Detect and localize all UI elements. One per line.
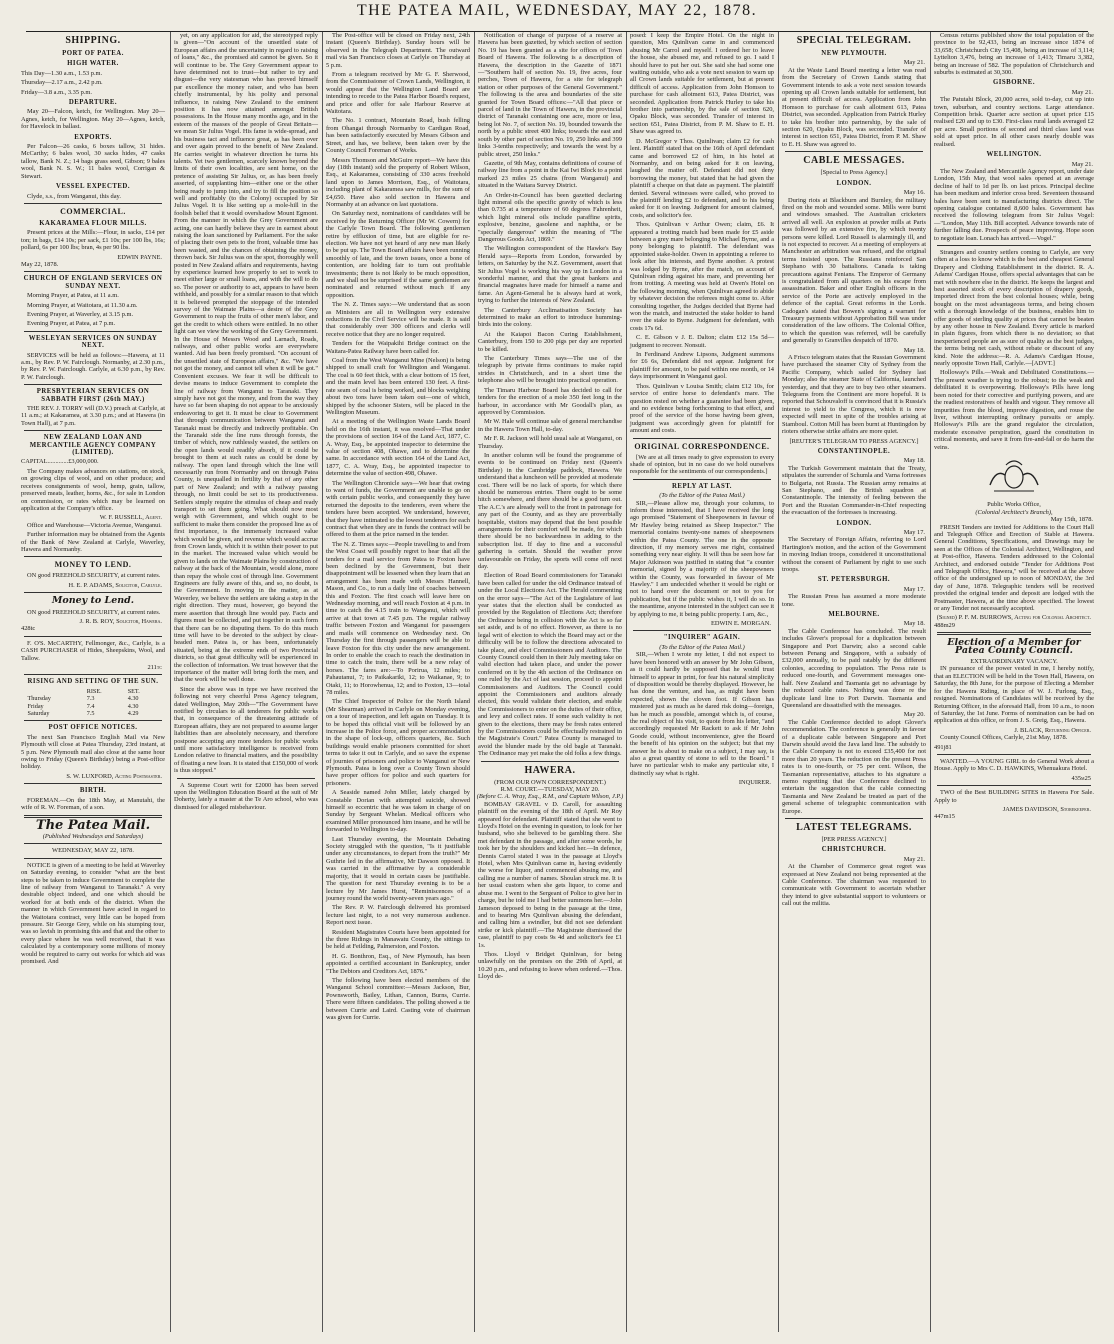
nz-loan-capital: CAPITAL.............£3,000,000.	[21, 458, 99, 466]
election-ref: 491j81	[934, 743, 952, 751]
article-text: yet, on any application for aid, the stereotyped reply is given—"On account of the unsettled state of European affairs and the uncertainty in regard to raising of loans," &c., the promised aid cannot be given. So it will continue to be. The Grey Government appear to have determined not to trust—but rather to try and disgust—the very statesman who has proved himself par excellence the money raiser, and who has been chiefly instrumental, by his polity and personal influence, in raising New Zealand to the eminent position it has now attained amongst British possessions. In the House many months ago, and in the esteem of the masses of the people of Great Britain—we mean Sir Julius Vogel. His fame is wide-spread, and his business tact and influence great, as has been over and over again proved to the benefit of New Zealand. He carries weight in whatever direction he turns his talents. Yet two gentlemen, scarcely known beyond the limits of their own localities, are sent home, on the pretence of assisting Sir Julius, or, as has been freely asserted, of supplanting him—either one or the other being ready to jump into, and try to fill the position so well and profitably (to the Colony) occupied by Sir Julius Vogel. It is like setting up a mole-hill in the foolish belief that it would overshadow Mount Egmont. From the manner in which the Grey Government are acting, one can hardly believe they are in earnest about raising the loan sanctioned by Parliament. For the sake of placing their own pets to the front, valuable time has been wasted, and the chances of obtaining the money, thrown back. Sir Julius was on the spot, thoroughly well posted in New Zealand affairs and requirements, having by experience learned how properly to set to work to meet either large or small loans, and with the will to do so. The power or authority to act, appears to have been withheld, and possibly for a similar reason to that which it is believed prompted the stoppage of the intended survey of the Waimate Plains—a desire of the Grey Government to reap the fruits of other men's labor, and get the credit to which others were entitled. In no other light can we view the working of the Grey Government. In the House of Messrs Wood and Larnach, Roads, railways, and other public works are everywhere wanted. Aid has been freely promised. "On account of the unsettled state of European affairs," &c. "We have not got the money, and cannot tell when it will be got." Convenient excuses. We fear it will be difficult to devise means to induce Government to complete the line of railway from Wanganui to Taranaki. They simply have not got the money, and from the way they have so far been shaping do not appear to be anxiously endeavoring to get it. It must be clear to Government that through communication between Wanganui and Taranaki must be directly and indirectly profitable. On the Taranaki side the line runs through forests, the timber of which, now ruthlessly wasted, the settlers on the open lands would readily absorb, if it could be brought to them at such rates as could be done by railway. The open land through which the line will necessarily run from Normanby and on through Patea County, is unequalled in fertility by that of any other part of New Zealand; and with a railway passing through, no limit could be set to its productiveness. Settlers simply require the stimulus of cheap and ready transport to set them going. What should now most weigh with Government, and which ought to be sufficient to make them consider the proposed line as of first importance, is the immensely increased value which would be given, and revenue which would accrue from Crown lands, which it is within their power to put in the market. The increased value which would be given to lands on the Waimate Plains by construction of railway at the back of the Mountain, would alone, more than repay the whole cost of through line. Government Engineers are fully aware of this, and so, no doubt, is the Government. In moving in the matter, as at Waverley, we believe the settlers are taking a step in the right direction. They must, however, go beyond the mere assertion that through line would pay. Facts and figures must be collected, and put together in such form that there can be no disputing them. To do this much time will have to be devoted to the subject by clear-headed men. Patea is, or has been, unfortunately situated, being at the extreme ends of two Provincial districts, so that great difficulty will be experienced in the collection of information. We trust however that the importance of the matter will bring forth the men, and that the work will be well done.	[174, 32, 318, 684]
reply-to: (To the Editor of the Patea Mail.)	[659, 492, 745, 500]
article-text: Thos. Quinlivan v Louisa Smith; claim £12 10s, for service of entire horse to defendant's mare. The question rested on whether a guarantee had been given, and no evidence being forthcoming to that effect, and proof of the service of the horse having been given, judgment was accordingly given for plaintiff for amount and costs.	[630, 382, 774, 435]
masthead-text: THE PATEA MAIL, WEDNESDAY, MAY 22, 1878.	[356, 2, 758, 19]
church-line: Morning Prayer, at Patea, at 11 a.m.	[27, 292, 119, 300]
divider	[24, 592, 162, 593]
paper-subtitle: (Published Wednesdays and Saturdays)	[42, 832, 144, 840]
divider	[24, 858, 162, 859]
divider	[633, 438, 771, 439]
high-water-line: Friday—3.8 a.m., 3.35 p.m.	[21, 88, 93, 96]
divider	[24, 674, 162, 675]
article-text: The Chief Inspector of Police for the North Island (Mr Shearman) arrived in Carlyle on Monday evening, on a tour of inspection, and left again on Tuesday. It is to be hoped this official visit will be followed by an increase in the Police force, and proper accommodation in the shape of lock-up, officers quarters, &c. Such buildings would enable prisoners committed for short terms to take it out in Carlyle, and so save the expense of journies of prisoners and police to Wanganui or New Plymouth. Patea is long over a County Town should have proper offices for police and such quarters for prisoners.	[326, 698, 470, 787]
correspondence-note: [We are at all times ready to give expression to every shade of opinion, but in no case do we hold ourselves responsible for the sentiments of our correspondents.]	[630, 453, 774, 476]
article-text: Last Thursday evening, the Mountain Debating Society struggled with the question, "Is it justifiable under any circumstances, to depart from the truth?" Mr Guthrie led in the affirmative, Mr Dawson opposed. It was carried in the affirmative by a considerable majority, that it would in certain cases be justifiable. The question for next Thursday evening is to be a lecture by Mr James Hurst, "Reminiscences of a journey round the world twenty-seven years ago."	[326, 835, 470, 902]
article-text: The Cable Conference decided to adopt Glover's recommendation. The conference is generally in favour of a duplicate cable between Singapore and Port Darwin should avoid the Java land line. The subsidy to the Cable Company is not to exceed £35,400 for not more than 20 years. The reduction on the present Press rates is to one-fourth, or 75 per cent. Wilson, the Tasmanian representative, attaches to his signature a memo regretting that the Conference declined to entertain the suggestion that the cable connecting Tasmania and New Zealand be treated as part of the general scheme of telegraphic communication with Europe.	[782, 718, 926, 815]
article-text: From a telegram received by Mr G. F. Sherwood, from the Commissioner of Crown Lands, Wellington, it would appear that the Wellington Land Board are intending to recede to the Patea Harbor Board's request, and price and offer for sale Harbour Reserve at Waitotara.	[326, 71, 470, 116]
divider	[24, 720, 162, 721]
presbyterian-heading: PRESBYTERIAN SERVICES ON SABBATH FIRST (26th MAY.)	[36, 388, 150, 403]
nz-loan-office: Office and Warehouse—Victoria Avenue, Wanganui.	[27, 521, 162, 529]
nz-loan-signature: W. F. RUSSELL, Agent.	[99, 514, 162, 522]
hawera-subheading: (FROM OUR OWN CORRESPONDENT.)	[494, 778, 606, 786]
article-text: The N. Z. Times says:—We understand that as soon as Ministers are all in Wellington very extensive reductions in the Civil Service will be made. It is said that considerably over 300 officers and clerks will receive notice that they are no longer required.	[326, 301, 470, 338]
london-heading: LONDON.	[836, 179, 872, 187]
divider	[937, 754, 1091, 755]
article-text: The Rev. P. W. Fairclough delivered his promised lecture last night, to a not very numerous audience. Report next issue.	[326, 904, 470, 927]
letter-text: SIR,—Please allow me, through your columns, to inform those interested, that I have received the long ago promised "Statement of Sheepowners in favour of Mr Hawley being retained as Sheep Inspector." The memorial contains twenty-one names of sheepowners within the Patea County. The one in the opposite direction, if my memory serves me right, contained something very near eighty. It will thus be seen how far Major Atkinson was justified in stating that "a counter memorial, signed by a majority of the sheepowners within the County, was forwarded in favour of Mr Hawley." I am undecided whether it would be right or not to hand over the document or not to you for publication, but if the public wishes it, I will do so. In the meantime, anyone interested in the subject can see it by applying to me, it being public property. I am, &c.,	[630, 499, 774, 618]
presbyterian-text: THE REV. J. TORRY will (D.V.) preach at Carlyle, at 11 a.m.; at Kakaramea, at 3.30 p.m.; and at Hawera (in Town Hall), at 7 p.m.	[21, 405, 165, 427]
gisborne-heading: GISBORNE.	[992, 79, 1036, 87]
article-text: The Canterbury Times says—The use of the telegraph by private firms continues to make rapid strides in Christchurch, and in a short time the telephone also will be brought into practical operation.	[478, 355, 622, 385]
shipping-heading: SHIPPING.	[65, 35, 121, 46]
london-date: May 18.	[903, 346, 925, 354]
rising-table	[26, 688, 161, 718]
st-petersburgh-heading: ST. PETERSBURGH.	[817, 576, 891, 584]
article-text: Thos. Lloyd v Bridget Quinlivan, for being unlawfully on the premises on the 29th of April, at 10.20 p.m., and refusing to leave when ordered.—Thos. Lloyd de-	[478, 950, 622, 981]
reply-heading: REPLY AT LAST.	[672, 482, 732, 490]
divider	[24, 843, 162, 844]
article-text: Census returns published show the total population of the province to be 92,433, being an increase since 1874 of 33,658; Christchurch City 15,408, being an increase of 3,114; Lyttelton 3,476, being an increase of 1,413; Timaru 3,382, being an increase of 582. The population of Christchurch and suburbs is estimated at 30,300.	[934, 32, 1094, 77]
hawera-before: (Before C. A. Wray, Esq., R.M., and Captain Wilson, J.P.)	[476, 793, 624, 801]
table-cell: Thursday	[27, 695, 51, 703]
hawera-heading: HAWERA.	[524, 764, 576, 776]
column-5	[626, 32, 777, 1332]
commercial-heading: COMMERCIAL.	[60, 206, 126, 216]
divider	[937, 632, 1091, 635]
advertisement-text: Holloway's Pills.—Weak and Debilitated Constitutions.—The present weather is trying to the robust; to the weak and debilitated it is overpowering. Holloway's Pills have long been noted for their corrective and purifying powers, and are the readiest restoratives of health and vigour. They remove all impurities from the blood, improve digestion, and rouse the liver, without interrupting ordinary pursuits or amply. Holloway's Pills are the grand regulator the circulation, moderate excessive perspiration, guard the constitution in critical moments, and save it from fire-and-fall or do harm the veins.	[934, 369, 1094, 451]
wesleyan-text: SERVICES will be held as follows:—Hawera, at 11 a.m., by Rev. P. W. Fairclough. Normanby, at 2.30 p.m., by Rev. P. W. Fairclough. Carlyle, at 6.30 p.m., by Rev. P. W. Fairclough.	[21, 351, 165, 381]
article-text: At the Kaiapoi Bacon Curing Establishment, Canterbury, from 150 to 200 pigs per day are reported to be killed.	[478, 330, 622, 353]
article-text: The following have been elected members of the Wanganui School committee:—Messrs Jackson, Bur, Pownsworth, Bailey, Lithan, Cannon, Burns, Currie. There were fifteen candidates. The polling showed a tie between Currie and Laird. Casting vote of chairman was given for Currie.	[326, 976, 470, 1021]
column-2	[170, 32, 321, 1332]
table-header-row	[26, 688, 161, 695]
article-text: At the Waste Land Board meeting a letter was read from the Secretary of Crown Lands stating that Government intends to ask a vote next session towards opening up all Crown lands suitable for settlement, but at present difficult of access. Application from John Homson to purchase for cash allotment 613, Patea District, was seconded. Application from Patrick Hurley to take his brother into partnership, by the sale of section 620, Opaku Block, was seconded. Transfer of interest in section 651, Patea District, from P. M. Shaw to E. H. Shaw was agreed to.	[782, 66, 926, 148]
divider	[633, 630, 771, 631]
cable-heading: CABLE MESSAGES.	[803, 155, 905, 167]
wellington-date: May 21.	[1071, 160, 1093, 168]
pw-signature: (Signed) P. F. M. BURROWS, Acting for Colonial Architect.	[936, 614, 1091, 622]
departure-heading: DEPARTURE.	[68, 99, 118, 107]
divider	[937, 245, 1091, 246]
article-text: The Russian Press has assumed a more moderate tone.	[782, 593, 926, 608]
article-text: In Ferdinand Andrew Lipsons, Judgment summons for £6 6s, Defendant did not appear. Judgment for plaintiff for amount, to be paid within one month, or 14 days imprisonment in Wanganui gaol.	[630, 351, 774, 381]
kakaramea-heading: KAKARAMEA FLOUR MILLS.	[39, 219, 147, 227]
constantinople-date: May 18.	[903, 457, 925, 465]
melbourne-heading: MELBOURNE.	[828, 611, 880, 619]
pw-heading: Public Works Office,	[987, 501, 1041, 509]
column-3	[322, 32, 473, 1332]
wanted-ref: 435m25	[1071, 774, 1091, 782]
port-heading: PORT OF PATEA.	[62, 50, 124, 57]
article-text: An Order-in-Council has been gazetted declaring light mineral oils the specific gravity of which is less than 0.735 at a temperature of 60 degrees Fahrenheit, which light mineral oils include paraffine spirits, explosive, benzine, gasolene and naphtha, or be "specially dangerous" within the meaning of "The Dangerous Goods Act, 1869."	[478, 191, 622, 243]
article-text: The Cable Conference has concluded. The result includes Glover's proposal for a duplication between Singapore and Port Darwin; also a second cable between Penang and Singapore, with a subsidy of £32,000 annually, to be paid ratably by the different colonies, according to population. The Press rate is reduced one-fourth, and Government messages one-half. New Zealand and Tasmania get no advantage by the reduced cable rates. Nothing was done re the duplicate land line to Port Darwin. Tasmania and Queensland are dissatisfied with the messages.	[782, 627, 926, 709]
article-text: C. E. Gibson v J. E. Dalton; claim £12 15s 5d—judgment to recover. Nonsuit.	[630, 334, 774, 349]
post-text: The next San Francisco English Mail via New Plymouth will close at Patea Thursday, 23rd instant, at 5 p.m. New Plymouth mail also close at the same hour owing to Friday (Queen's Birthday) being a Post-office holiday.	[21, 733, 165, 771]
correspondence-heading: ORIGINAL CORRESPONDENCE.	[634, 441, 770, 451]
special-heading: SPECIAL TELEGRAM.	[796, 35, 912, 46]
article-text: A Seaside named John Miller, lately charged by Constable Dorian with attempted suicide, showed himself so eccentric that he was taken in charge of on Sunday by Sergeant Whelan. Medical officers who examined Miller pronounced him insane, and he will be forwarded to Wellington to-day.	[326, 789, 470, 834]
prices-signature: EDWIN PAYNE.	[117, 253, 162, 261]
divider	[24, 783, 162, 784]
column-6	[778, 32, 929, 1332]
article-text: In another column will be found the programme of events to be continued on Friday next (Queen's Birthday) in the Cambridge paddock, Hawera. We understand that a luncheon will be provided at moderate cost. There will be no lack of sports, for which there should be numerous entries. There ought to be some hitch somewhere, and there should be a good turn out. The A.C.'s are already well to the front in patronage for any part of the County, and as they are proverbially hospitable, visitors may depend that the best possible arrangements for their comfort will be made, for which there should be no backwardness in adding to the subscription list. If day to fine and a successful gathering is certain. Should the weather prove unfavourable on Friday, the sports will come off next day.	[478, 451, 622, 571]
gisborne-date: May 21.	[1071, 88, 1093, 96]
sites-signature: JAMES DAVIDSON, Storekeeper.	[1002, 805, 1091, 813]
table-row	[26, 710, 161, 717]
divider	[785, 151, 923, 152]
table-cell: 7.4	[86, 702, 95, 710]
latest-subheading: [PER PRESS AGENCY.]	[821, 836, 887, 843]
vessel-heading: VESSEL EXPECTED.	[55, 183, 131, 191]
divider	[24, 430, 162, 431]
table-header-cell: SET.	[127, 687, 140, 695]
article-text: Mr F. R. Jackson will hold usual sale at Wanganui, on Thursday.	[478, 435, 622, 450]
notice-text: IN pursuance of the power vested in me, I hereby notify, that an ELECTION will be held in the Town Hall, Hawera, on Saturday, the 8th June, for the purpose of Electing a Member for the Hawera Riding, in place of W. J. Furlong, Esq., resigned. Nominations of Candidates will be received by the Returning Officer, in the aforesaid Hall, from 10 a.m., to noon of Saturday, the 1st June. Forms of nomination can be had on application at this office, or from J. S. Greig, Esq., Hawera.	[934, 665, 1094, 725]
article-text: Gazette, of 9th May, contains definitions of course of railway line from a point in the Kai Iwi Block to a point marked 23 miles 25 chains (from Wanganui) and situated in the Waitara Survey District.	[478, 159, 622, 190]
melbourne-date: May 18.	[903, 620, 925, 628]
article-text: The N. Z. Times says:—People travelling to and from the West Coast will possibly regret to hear that all the tenders for a mail service from Patea to Foxton have been declined by the Government, but their disappointment will be lessened when they learn that an arrangement has been made with Messrs Hannell, Mason, and Co., to run a daily line of coaches between this and Foxton. The first coach will leave here on Wednesday morning, and will reach Foxton at 4 p.m. in time to catch the 4.15 train to Wanganui, which will arrive at that town at 7.45 p.m. The regular railway traffic between Foxton and Wanganui for passengers and mails will commence on Wednesday next. On Thursday the first through passengers will be able to leave Foxton for this city under the new arrangement. In order to enable the coach to reach the destination in time to catch the train, there will be a new relay of horses. The fares are:—To Porirua, 12 miles; to Pahautanui, 7; to Paikakariki, 12; to Waikanae, 9; to Otaki, 11; to Horowhenua, 12; and to Foxton, 13—total 78 miles.	[326, 540, 470, 696]
nz-loan-heading: NEW ZEALAND LOAN AND MERCANTILE AGENCY COMPANY (LIMITED).	[29, 434, 157, 457]
table-cell: Friday	[27, 702, 44, 710]
article-text: Election of Road Board commissioners for Taranaki have been called for under the old Ordinance instead of under the Local Elections Act. The Herald commenting on the error says—"The Act of the Legislature of last year states that the election shall be conducted as provided by the Regulation of Elections Act; therefore the Ordinance being in collision with the Act is so far set aside, and is of no effect. However, as there is no legal writ of election to which the Board may act or the difficulty will be to follow the directions advocated to take place, and elect Commissioners and Auditors. The County Council could then in their July meeting take on valid election had taken place, and under the power conferred on it by the 4th section of the Ordinance on one ruled by the Act of last session, proceed to appoint Commissioners and Auditors. The Council could appoint the Commissioners and auditors already elected, this would validate their election, and enable the Commissioners to enter on the duties of their office, and levy and collect rates. If some such validity is not given to the elections, there may be fresh rates entered by the Commissioners could be effectually restrained in the Magistrate's Court." Patea County is managed to avoid the blunder made by the old bagle at Taranaki. The Ordinance may yet make the old folks a few things.	[478, 572, 622, 758]
article-text: posed: I keep the Empire Hotel. On the night in question, Mrs Quinlivan came in and commenced abusing Mr Carrol and myself. I ordered her to leave the house, she abused me, and refused to go. I said I should have to put her out. She said she had some one waiting outside, who ask a vote next session to warn up all Crown lands suitable for settlement, but at present difficult of access. Application from John Homson to purchase for cash allotment 613, Patea District, was seconded. Application from Patrick Hurley to take his brother into partnership, by the sale of section 620, Opaku Block, was seconded. Transfer of interest in section 651, Patea District, from P. M. Shaw to E. H. Shaw was agreed to.	[630, 32, 774, 136]
article-text: BOMBAY GRAVEL v D. Caroll, for assaulting plaintiff on the evening of the 18th of April. Mr Roy appeared for defendant. Plaintiff stated that she went to Lloyd's Hotel on the evening in question, to look for her husband, who she believed to be gambling there. She met defendant in the passage, and after some words, he took her by the shoulders and kicked her.—In defence, Dennis Carrol stated I was in the passage at Lloyd's Hotel, when Mrs Quinlivan came in, having evidently the worse for liquor, and commenced abusing me, and calling me a number of names. Shoulan struck me. It is her usual custom when she gets liquor, to come and abuse me. I went to the Sergeant of Police to give her in charge, but he told me I had better summons her.—John Jameson deposed to being in the passage at the time, and to hearing Mrs Quinlivan abusing the defendant, and calling him a swindler, but did not see defendant strike or kick plaintiff.—The Magistrate dismissed the case, plaintiff to pay costs 9s 4d and solicitor's fee £1 1s.	[478, 800, 622, 949]
divider	[481, 761, 619, 762]
table-header-cell	[26, 688, 85, 695]
table-cell: Saturday	[27, 710, 50, 718]
sites-text: TWO of the Best BUILDING SITES in Hawera For Sale. Apply to	[934, 789, 1094, 804]
divider	[24, 271, 162, 272]
mccarthy-text: F. O'S. McCARTHY, Fellmonger, &c., Carlyle, is a CASH PURCHASER of Hides, Sheepskins, Wool, and Tallow.	[21, 639, 165, 662]
article-text: The New Zealand and Mercantile Agency report, under date London, 15th May, that wool sales opened at an average decline of half to 1d per lb. on last prices. Principal decline has been medium and inferior cross bred. Seventeen thousand bales have been sent to manufacturing districts direct. The opening catalogue contained 8,600 bales. Government has received the following telegram from Sir Julius Vogel:—"London, May 11th. Bill accepted. Advance towards rate of further falling due. Prospects of peace improving. Hope soon to negotiate loan. Lonach has arrived.—Vogel."	[934, 167, 1094, 242]
table-cell: 7.3	[86, 695, 95, 703]
article-text: On Saturday next, nominations of candidates will be received by the Returning Officer (Mr W. Cowern) for the Carlyle Town Board. The following gentlemen retire by effluxion of time, but are eligible for re-election. We have not yet heard of any new man likely to be put up. The Town Board affairs have been running smoothly of late, and the town issues, once a bone of contention, are holding fair to turn out profitable investments; there is not likely to be much opposition, and we shall not be surprised if the same gentlemen are nominated and returned without much if any opposition.	[326, 210, 470, 299]
new-plymouth-date: May 21.	[903, 59, 925, 67]
article-text: During riots at Blackburn and Burnley, the military fired on the mob and wounded some. Mills were burnt and windows smashed. The Australian cricketers arrived all well. An explosion at powder mills at Paris was followed by an extensive fire, by which twenty persons were killed. Lord Russell is alarmingly ill, and is not expected to recover. At a meeting of employers at Manchester an arbitration was refused, and the original terms insisted upon. The Russians reinforced San Stephano with 30 battalions. Canada is taking precautions against Fenians. The Emperor of Germany is congratulated from all quarters on his escape from assassination. Baker and other English officers in the service of the Porte are actively employed in the defence of the capital. Great reforms in the Lords. Cadogan's stated that Bowen's signing a warrant for Treasury payments without Approbation Bill was under consideration of the law officers. The Colonial Office, to which the question was referred, will be carefully and generally to Granvilles despatch of 1870.	[782, 196, 926, 345]
election-heading: Election of a Member for Patea County Council.	[947, 637, 1081, 656]
new-plymouth-heading: NEW PLYMOUTH.	[821, 50, 887, 57]
vessel-text: Clyde, s.s., from Wanganui, this day.	[27, 192, 121, 200]
table-cell: 4.30	[127, 695, 139, 703]
article-text: Mr W. Hale will continue sale of general merchandise in the Hawera Town Hall, to-day.	[478, 418, 622, 433]
advertisement-text: Strangers and country settlers coming to Carlyle, are very often at a loss to know which is the best and cheapest General Drapery and Clothing Establishment in the district. R. A. Adams' Cardigan House, offers special advantages that can be met with nowhere else in the district. He keeps the largest and best assorted stock of every description of drapery goods, imported direct from the best colonial houses; while, being bought on the most advantageous terms, and being chosen with a thorough knowledge of the business, enables him to offer goods of sterling quality at prices that cannot be beaten by any other house in New Zealand. Every article is marked in plain figures, from which there is no deviation; so that inexperienced people are as sure of quality as the best judges, the terms being net cash, without rebate or discount of any kind. Note the address:—R. A. Adams's Cardigan House, nearly opposite Town Hall, Carlyle.—[ADVT.]	[934, 248, 1094, 368]
pw-date: May 15th, 1878.	[1050, 516, 1093, 524]
money-heading: MONEY TO LEND.	[54, 560, 132, 570]
reuter-note: [REUTER'S TELEGRAM TO PRESS AGENCY.]	[789, 437, 919, 445]
exports-text: Per Falcon—26 casks, 6 boxes tallow, 31 hides. McCarthy; 6 bales wool, 30 sacks hides, 47 casks tallow, Bank N. Z.; 14 bags grass seed, Gibson; 9 bales wool, Bank N. S. W.; 11 bales wool, Corrigan & Stewart.	[21, 143, 165, 180]
inquirer-heading: "INQUIRER" AGAIN.	[663, 634, 741, 642]
money2-text: ON good FREEHOLD SECURITY, at current rates.	[27, 608, 161, 616]
nz-loan-text: The Company makes advances on stations, on stock, on growing clips of wool, and on other produce; and receives consignments of wool, hemp, grain, tallow, preserved meats, leather, horns, &c., for sale in London on commission, or rates which may be learned on application at the Company's office.	[21, 467, 165, 512]
table-cell: 4.29	[127, 710, 139, 718]
post-signature: S. W. LUXFORD, Acting Postmaster.	[66, 772, 162, 780]
prices-date: May 22, 1878.	[21, 260, 59, 268]
table-header-cell: RISE.	[86, 687, 102, 695]
royal-crest-icon	[931, 455, 1097, 497]
money2-heading: Money to Lend.	[51, 595, 135, 607]
reply-signature: EDWIN E. MORGAN.	[711, 620, 771, 628]
article-text: Coal from the West Wanganui Mine (Nelson) is being shipped to small craft for Wellington and Wanganui. The coal is 60 feet thick, with a clear bottom of 15 feet, and the main level has been entered 130 feet. A first-rate seam of coal is being worked, and blocks weighing about two tons have been taken out—one of which, shipped by the schooner Sisters, will be placed in the Wellington Museum.	[326, 357, 470, 416]
pw-ref: 488m29	[934, 621, 955, 629]
divider	[24, 331, 162, 332]
prices-text: Present prices at the Mills:—Flour, in sacks, £14 per ton; in bags, £14 10s; per sack, £1 10s; per 100 lbs, 16s; pollard, 6s per 100 lbs; bran, 4s per 90 lbs.	[21, 229, 165, 252]
money-signature: H. E. P. ADAMS, Solicitor, Carlyle.	[68, 581, 162, 589]
wanted-text: WANTED.—A YOUNG GIRL to do General Work about a House. Apply to Mrs C. D. HAWKINS, Whenuakura Hotel.	[934, 757, 1094, 773]
church-line: Evening Prayer, at Patea, at 7 p.m.	[27, 320, 116, 328]
article-text: The No. 1 contract, Mountain Road, bush felling from Ohangai through Normanby to Cardigan Road, has been satisfactorily executed by Messrs Gibson and Street, and has, we believe, been taken over by the County Council Foreman of Works.	[326, 117, 470, 155]
wesleyan-heading: WESLEYAN SERVICES ON SUNDAY NEXT.	[28, 334, 158, 350]
st-petersburgh-date: May 17.	[903, 585, 925, 593]
column-4	[474, 32, 625, 1332]
wellington-heading: WELLINGTON.	[986, 151, 1042, 159]
election-office: County Council Offices, Carlyle, 21st May, 1878.	[940, 734, 1068, 742]
cable-subheading: [Special to Press Agency.]	[820, 169, 888, 177]
inquirer-to: (To the Editor of the Patea Mail.)	[659, 643, 745, 651]
post-heading: POST OFFICE NOTICES.	[48, 724, 138, 732]
article-text: Messrs Thomson and McGuire report—We have this day (18th instant) sold the property of Robert Wilson, Esq., at Kakaramea, consisting of 330 acres freehold land upon to James Morrison, Esq., of Waitotara, including plant of Kakaramea saw mills, for the sum of £4,650. Have also sold section in Hawera and Normanby at an advance on last quotations.	[326, 156, 470, 208]
departure-text: May 20—Falcon, ketch, for Wellington. May 20—Agnes, ketch, for Wellington. May 20—Agnes, ketch, for Havelock in ballast.	[21, 108, 165, 131]
divider	[24, 203, 162, 204]
sites-ref: 447m15	[934, 813, 955, 821]
table-cell: 4.30	[127, 702, 139, 710]
church-line: Morning Prayer, at Waitotara, at 11.30 a.m.	[27, 301, 138, 309]
divider	[633, 479, 771, 480]
column-1	[18, 32, 168, 1332]
article-text: The Turkish Government maintain that the Treaty, stipulates the surrender of Schumla and Varna fortresses to Bulgaria, not Russia. The Russian army remains at San Stephano, and the British squadron at Constantinople. The intensity of feeling between the Port and the Russian Commander-in-Chief respecting the evacuation of the fortresses is increasing.	[782, 464, 926, 517]
church-heading: CHURCH OF ENGLAND SERVICES ON SUNDAY NEXT.	[23, 275, 163, 290]
pw-subheading: (Colonial Architect's Branch),	[975, 508, 1053, 516]
constantinople-heading: CONSTANTINOPLE.	[817, 447, 891, 455]
money2-signature: J. R. B. ROY, Solicitor, Hawera.	[79, 617, 162, 625]
church-line: Evening Prayer, at Waverley, at 3.15 p.m.	[27, 310, 134, 318]
divider	[177, 778, 315, 779]
article-text: The Secretary of Foreign Affairs, referring to Lord Hartington's motion, and the action of the Government in moving Indian troops, considered it unconstitutional without the consent of Parliament by right to use such troops.	[782, 536, 926, 573]
nz-loan-further: Further information may be obtained from the Agents of the Bank of New Zealand at Carlyle, Waverley, Hawera and Normanby.	[21, 531, 165, 553]
london-heading: LONDON.	[836, 519, 872, 527]
paper-title: The Patea Mail.	[35, 817, 151, 833]
article-text: The Wellington Chronicle says—We hear that owing to want of funds, the Government are unable to go on with certain public works, and consequently they have returned the deposits to the tenderers, even where the tenders have been accepted. We understand, however, that they have intimated to the lowest tenderers for each contract that when they are in funds the contract will be offered to them at the price named in the tender.	[326, 479, 470, 539]
christchurch-date: May 21.	[903, 855, 925, 863]
notice-text: FRESH Tenders are invited for Additions to the Court Hall and Telegraph Office and Erection of Stable at Hawera. General Conditions, Specifications, and Drawings may be seen at the Offices of the Colonial Architect, Wellington, and at Post-office, Hawera. Tenders addressed to the Colonial Architect, and endorsed outside "Tender for Additions Post and Telegraph Office, Hawera," will be received at the above office of the undersigned up to noon of MONDAY, the 3rd day of June, 1878. Telegraphic tenders will be received provided the original tender and deposit are lodged with the Postmaster, Hawera, at the time above specified. The lowest or any Tender not necessarily accepted.	[934, 523, 1094, 613]
divider	[785, 818, 923, 819]
london-date: May 16.	[903, 189, 925, 197]
inquirer-signature: INQUIRER.	[738, 779, 771, 787]
article-text: A Frisco telegram states that the Russian Government have purchased the steamer City of Sydney from the Pacific Company, which sailed for Sydney last Monday; also the steamer State of California, launched yesterday, and that they are to buy two other steamers. Telegrams from the Continent are more hopeful. It is reported that Schouvaloff is convinced that it is Russia's interest to yield to the Congress, which it is now expected will meet in spite of the troubles arising at Stamboul. Cotton Mill has been burnt at Huntingdon by rioters otherwise strike affairs are more quiet.	[782, 354, 926, 436]
article-text: H. G. Bonthron, Esq., of New Plymouth, has been appointed a certified accountant in Bankruptcy, under "The Debtors and Creditors Act, 1876."	[326, 952, 470, 975]
exports-heading: EXPORTS.	[74, 133, 112, 141]
article-text: The Timaru Harbour Board has decided to call for tenders for the erection of a mole 350 feet long in the harbour, in accordance with Mr Goodall's plan, as approved by Commission.	[478, 386, 622, 416]
article-text: A Supreme Court writ for £2000 has been served upon the Wellington Education Board at the suit of Mr Doherty, lately a master at the Te Aro school, who was dismissed for alleged misbehaviour.	[174, 781, 318, 811]
high-water-line: Thursday—2.17 a.m., 2.42 p.m.	[21, 79, 103, 87]
column-7	[930, 32, 1097, 1332]
birth-text: FOREMAN.—On the 18th May, at Manutahi, the wife of R. W. Foreman, of a son.	[21, 796, 165, 812]
article-text: At the Chamber of Commerce great regret was expressed at New Zealand not being represented at the Cable Conference. The chairman was requested to communicate with Government to ascertain whether they intend to give substantial support to volunteers or call out the militia.	[782, 863, 926, 908]
hawera-court: R.M. COURT.—TUESDAY, MAY 20.	[500, 786, 600, 793]
article-text: Notification of change of purpose of a reserve at Hawera has been gazetted, by which section of section No. 19 has been granted as a site for offices of Town Board of Hawera. The following is a description of Hawera, the description in the Gazette of 1871—"Southern half of section No. 19, five acres, four perches, Town of Hawera, for a site for telegraph station or other purposes of the General Government." The following is the area and boundaries of the site granted for Town Board offices:—"All that piece or parcel of land in the Town of Hawera, in the provincial district of Taranaki containing one acre, more or less, being lot No. 7, of section No. 19, bounded towards the north by a public street 400 links; towards the east and south by other part of section No. 19, 250 links and 399 links 3-tenths respectively; and towards the west by a public street, 250 links."	[478, 32, 622, 158]
letter-text: SIR,—When I wrote my letter, I did not expect to have been honored with an answer by Mr John Gibson, as it could hardly be supposed that he would trust himself to appear in print, for fear his natural simplicity of disposition would be thereby displayed. However, he has done the venture, and has, as might have been expected, shown the cloven foot. If Gibson has mustered just as much as he dared risk doing—foreign, has he much as possible, amongst which is, of course, the real object of his visit, to quote from his letter, "and accordingly requested Mr Rackett to ask if Mr John Goode could, without inconvenience, give the Board the benefit of his opinion on the subject; but that my answer he is about to make on a subject, I may say, is also a great quantity of stone to sell to the Board." I have no particular wish to make any particular site, I distinctly say what is right.	[630, 651, 774, 777]
divider	[937, 785, 1091, 786]
birth-heading: BIRTH.	[79, 787, 107, 795]
article-text: The Post-office will be closed on Friday next, 24th instant (Queen's Birthday). Sunday hours will be observed in the Telegraph Department. The outward mail via San Francisco closes at Carlyle on Thursday at 5 p.m.	[326, 32, 470, 69]
article-text: Tenders for the Waipakihi Bridge contract on the Waitara-Patea Railway have been called for.	[326, 340, 470, 355]
masthead	[0, 2, 1114, 28]
table-row	[26, 695, 161, 702]
article-text: The Patutahi Block, 20,000 acres, sold to-day, cut up into town, suburban, and country sections. Large attendance. Competition brisk. Quarter acre section at upset price £15 realised £20 and up to £30. First-class rural lands averaged £2 per acre. Small portions of second and third class land was sold at upset price. In all other cases nearly double was realised.	[934, 96, 1094, 148]
christchurch-heading: CHRISTCHURCH.	[821, 846, 887, 854]
divider	[24, 636, 162, 637]
article-text: The Wellington correspondent of the Hawke's Bay Herald says—Reports from London, forwarded by letters, on Saturday by the N.Z. Government, assert that Sir Julius Vogel is working his way up in London in a wonderful manner, and that the great bankers and financial magnates have made for himself a name and fame. An Agent-General he is always hard at work, trying to further the interests of New Zealand.	[478, 245, 622, 305]
rising-heading: RISING AND SETTING OF THE SUN.	[27, 678, 159, 686]
table-cell: 7.5	[86, 710, 95, 718]
divider	[24, 384, 162, 385]
money2-ref: 428tc	[21, 625, 36, 633]
high-water-line: This Day—1.30 a.m., 1.53 p.m.	[21, 69, 103, 77]
leader-text: NOTICE is given of a meeting to be held at Waverley on Saturday evening, to consider "what are the best steps to be taken to induce Government to complete the line of railway from Wanganui to Taranaki." A very desirable object indeed, and one which should be worked for at both ends of the district. When the manner in which Government have acted in regard to the Waitotara contract, very little can be hoped from pressure. Sir George Grey, while on his stumping tour, was so lavish in promising this and that and the other to every place where he was well received, that it was calculated by a contemporary some millions of money would be required to carry out works for which aid was promised. And	[21, 861, 165, 965]
article-text: At a meeting of the Wellington Waste Lands Board held on the 16th instant, it was resolved—That under the provisions of section 164 of the Land Act, 1877, C. A. Wray, Esq., be appointed inspector to determine the value of section 408, Ohawe, and to determine the same. In accordance with section 164 of the Land Act, 1877, C. A. Wray, Esq., be appointed inspector to determine the value of section 498, Ohawe.	[326, 418, 470, 478]
mccarthy-ref: 211tc	[147, 664, 162, 671]
london-date: May 17.	[903, 528, 925, 536]
article-text: Since the above was in type we have received the following not very cheerful Press Agency telegram, dated Wellington, May 20th—"The Government have notified by circulars to all tenderers for public works that, in consequence of the threatening attitude of European affairs, they are not prepared to assume larger liabilities than are absolutely necessary, and therefore postpone accepting any more tenders for public works until more satisfactory intelligence is received from London relative to financial matters, and the possibility of floating a new loan. It is stated that £150,000 of work is thus stopped."	[174, 685, 318, 775]
melbourne-date: May 20.	[903, 711, 925, 719]
divider	[24, 556, 162, 557]
table-row	[26, 703, 161, 710]
article-text: The Canterbury Acclimatisation Society has determined to make an effort to introduce humming-birds into the colony.	[478, 306, 622, 329]
latest-heading: LATEST TELEGRAMS.	[796, 822, 912, 833]
high-water-heading: HIGH WATER.	[67, 60, 119, 68]
article-text: Resident Magistrates Courts have been appointed for the three Ridings in Manawatu County, the sittings to be held at Feilding, Palmerston, and Foxton.	[326, 928, 470, 951]
money-text: ON good FREEHOLD SECURITY, at current rates.	[27, 572, 161, 580]
date-line: WEDNESDAY, MAY 22, 1878.	[52, 847, 134, 855]
election-subheading: EXTRAORDINARY VACANCY.	[970, 658, 1058, 666]
article-text: D. McGregor v Thos. Quinlivan; claim £2 for cash lent. Plaintiff stated that on the 16th of April defendant came and borrowed £2 of him, in his hotel at Normanby, and on being asked for it on leaving, laughed the matter off. Defendant did not deny borrowing the money, but stated that he had given the plaintiff a cheque on that date as payment. The plaintiff denied. Several witnesses were called, who proved to the plaintiff lending £2 to defendant, and to his being asked for it on leaving. Judgment for amount claimed, costs, and solicitor's fee.	[630, 137, 774, 219]
article-text: Thos. Quinlivan v Arthur Owen; claim, £6. It appeared a trotting match had been made for £5 aside between a grey mare belonging to Michael Byrne, and a pony belonging to plaintiff. The defendant was appointed stake-holder. Owen in appointing a referee to look after his interests, and Byrne another. A protest was lodged by Byrne, after the match, on account of Quinlivan riding against his mare, and preventing her from trotting. A meeting was held at Owen's Hotel on the following morning, when Quinlivan agreed to abide by whatever decision the referees might come to. After consulting together, the Judges decided that Byrne had won the match, and instructed the stake holder to hand over the stake to Byrne. Judgment for defendant, with costs 17s 6d.	[630, 221, 774, 332]
election-signature: J. BLACK, Returning Officer.	[1014, 726, 1091, 734]
